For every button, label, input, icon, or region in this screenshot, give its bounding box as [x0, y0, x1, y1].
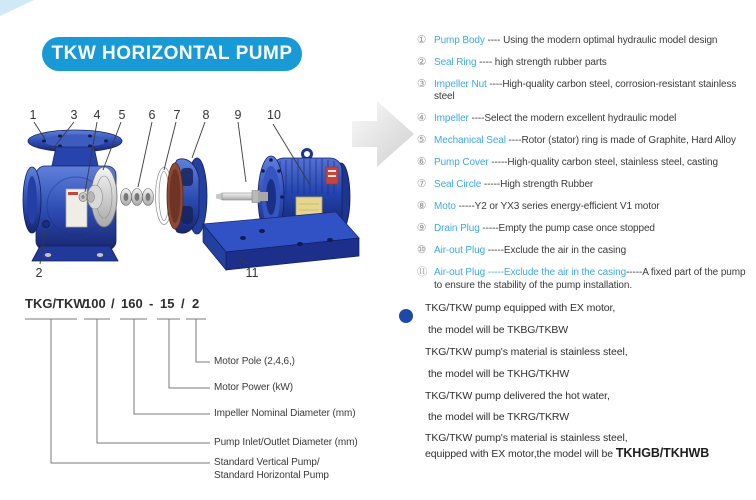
- pump-exploded-diagram: [0, 90, 430, 300]
- part-number-badge: ⑪: [417, 266, 428, 279]
- part-number-badge: ④: [417, 112, 427, 125]
- part-number-badge: ⑩: [417, 244, 427, 257]
- parts-list-item: [417, 34, 755, 47]
- part-number-badge: ⑤: [417, 134, 427, 147]
- note-line: the model will be TKRG/TKRW: [428, 411, 570, 423]
- mechanical-seal-part: [121, 189, 154, 206]
- pump-cover-part: [167, 158, 207, 234]
- label-impeller-diameter: Impeller Nominal Diameter (mm): [214, 408, 356, 419]
- part-label: Pump Cover: [434, 157, 489, 169]
- parts-list-item: [417, 200, 755, 213]
- label-motor-power: Motor Power (kW): [214, 382, 293, 393]
- callout-10: 10: [267, 108, 281, 122]
- label-motor-pole: Motor Pole (2,4,6,): [214, 356, 295, 367]
- callout-7: 7: [173, 108, 181, 122]
- note-line: TKG/TKW pump's material is stainless steel,: [425, 346, 628, 358]
- part-number-badge: ⑥: [417, 156, 427, 169]
- parts-description-list: [417, 34, 755, 301]
- arrow-right-icon: [352, 101, 414, 167]
- part-label: Impeller: [434, 113, 469, 125]
- part-desc: -----Exclude the air in the casing: [485, 245, 627, 257]
- part-number-badge: ②: [417, 56, 427, 68]
- part-desc: -----A fixed part of the pump to ensure the stability of the pump installation.: [434, 267, 746, 291]
- part-label: Mechanical Seal: [434, 135, 506, 147]
- parts-list-item: [417, 222, 755, 235]
- corner-accent-shape: [0, 0, 34, 16]
- part-desc: -----High strength Rubber: [481, 179, 594, 191]
- parts-list-item: [417, 156, 755, 169]
- part-label: Drain Plug: [434, 223, 480, 235]
- drain-plug-part: [43, 221, 50, 228]
- parts-list-item: [417, 178, 755, 191]
- label-inlet-outlet: Pump Inlet/Outlet Diameter (mm): [214, 437, 358, 448]
- label-standard-vertical: Standard Vertical Pump/: [214, 457, 320, 468]
- model-segment-power: 15: [160, 296, 175, 311]
- part-desc: -----Empty the pump case once stopped: [479, 223, 655, 235]
- parts-list-item: [417, 244, 755, 257]
- note-line: TKG/TKW pump equipped with EX motor,: [425, 302, 616, 314]
- part-number-badge: ③: [417, 78, 427, 90]
- model-segment-slash1: /: [111, 296, 115, 311]
- impeller-nut-part: [79, 193, 87, 202]
- page-title: TKW HORIZONTAL PUMP: [51, 43, 293, 64]
- callout-9: 9: [234, 108, 242, 122]
- part-label: Air-out Plug -----Exclude the air in the casing: [434, 267, 627, 279]
- model-segment-dash: -: [149, 296, 154, 311]
- callout-3: 3: [70, 108, 78, 122]
- part-desc: -----Y2 or YX3 series energy-efficient V1 motor: [455, 201, 660, 213]
- note-line-prefix: equipped with EX motor,the model will be: [425, 448, 616, 460]
- note-line: TKG/TKW pump delivered the hot water,: [425, 390, 610, 402]
- bullet-dot-icon: [399, 309, 413, 323]
- part-number-badge: ⑨: [417, 222, 427, 235]
- part-number-badge: ①: [417, 34, 427, 46]
- title-banner: [42, 37, 302, 71]
- motor-shaft-part: [216, 191, 268, 203]
- model-segment-inlet: 100: [84, 296, 106, 311]
- callout-6: 6: [148, 108, 156, 122]
- part-desc: ----High-quality carbon steel, corrosion-resistant stainless steel: [434, 79, 737, 103]
- parts-list-item: [417, 266, 755, 292]
- callout-8: 8: [202, 108, 210, 122]
- parts-list-item: [417, 134, 755, 147]
- label-standard-horizontal: Standard Horizontal Pump: [214, 470, 329, 481]
- note-line: TKG/TKW pump's material is stainless steel,: [425, 432, 628, 444]
- note-line: the model will be TKHG/TKHW: [428, 368, 570, 380]
- parts-list-item: [417, 56, 755, 69]
- part-number-badge: ⑦: [417, 178, 427, 191]
- callout-2: 2: [35, 266, 43, 280]
- model-segment-diameter: 160: [121, 296, 143, 311]
- part-desc: -----High-quality carbon steel, stainless steel, casting: [488, 157, 718, 169]
- part-desc: ----Rotor (stator) ring is made of Graphite, Hard Alloy: [505, 135, 736, 147]
- part-label: Seal Circle: [434, 179, 482, 191]
- callout-11: 11: [245, 266, 259, 280]
- part-label: Seal Ring: [434, 57, 477, 68]
- base-part: [203, 212, 359, 270]
- part-label: Air-out Plug: [434, 245, 486, 257]
- callout-5: 5: [118, 108, 126, 122]
- parts-list-item: [417, 78, 755, 104]
- part-desc: ---- Using the modern optimal hydraulic model design: [484, 35, 718, 46]
- model-code-connector-lines: [0, 315, 220, 485]
- note-line: the model will be TKBG/TKBW: [428, 324, 569, 336]
- part-label: Moto: [434, 201, 456, 213]
- callout-4: 4: [93, 108, 101, 122]
- part-number-badge: ⑧: [417, 200, 427, 213]
- callout-1: 1: [29, 108, 37, 122]
- model-segment-slash2: /: [181, 296, 185, 311]
- note-line: [425, 446, 709, 460]
- part-label: Impeller Nut: [434, 79, 487, 90]
- model-segment-series: TKG/TKW: [25, 296, 86, 311]
- note-model-bold: TKHGB/TKHWB: [615, 446, 710, 460]
- part-desc: ----Select the modern excellent hydraulic model: [468, 113, 677, 125]
- model-segment-pole: 2: [192, 296, 200, 311]
- part-desc: ---- high strength rubber parts: [476, 57, 607, 68]
- parts-list-item: [417, 112, 755, 125]
- part-label: Pump Body: [434, 35, 485, 46]
